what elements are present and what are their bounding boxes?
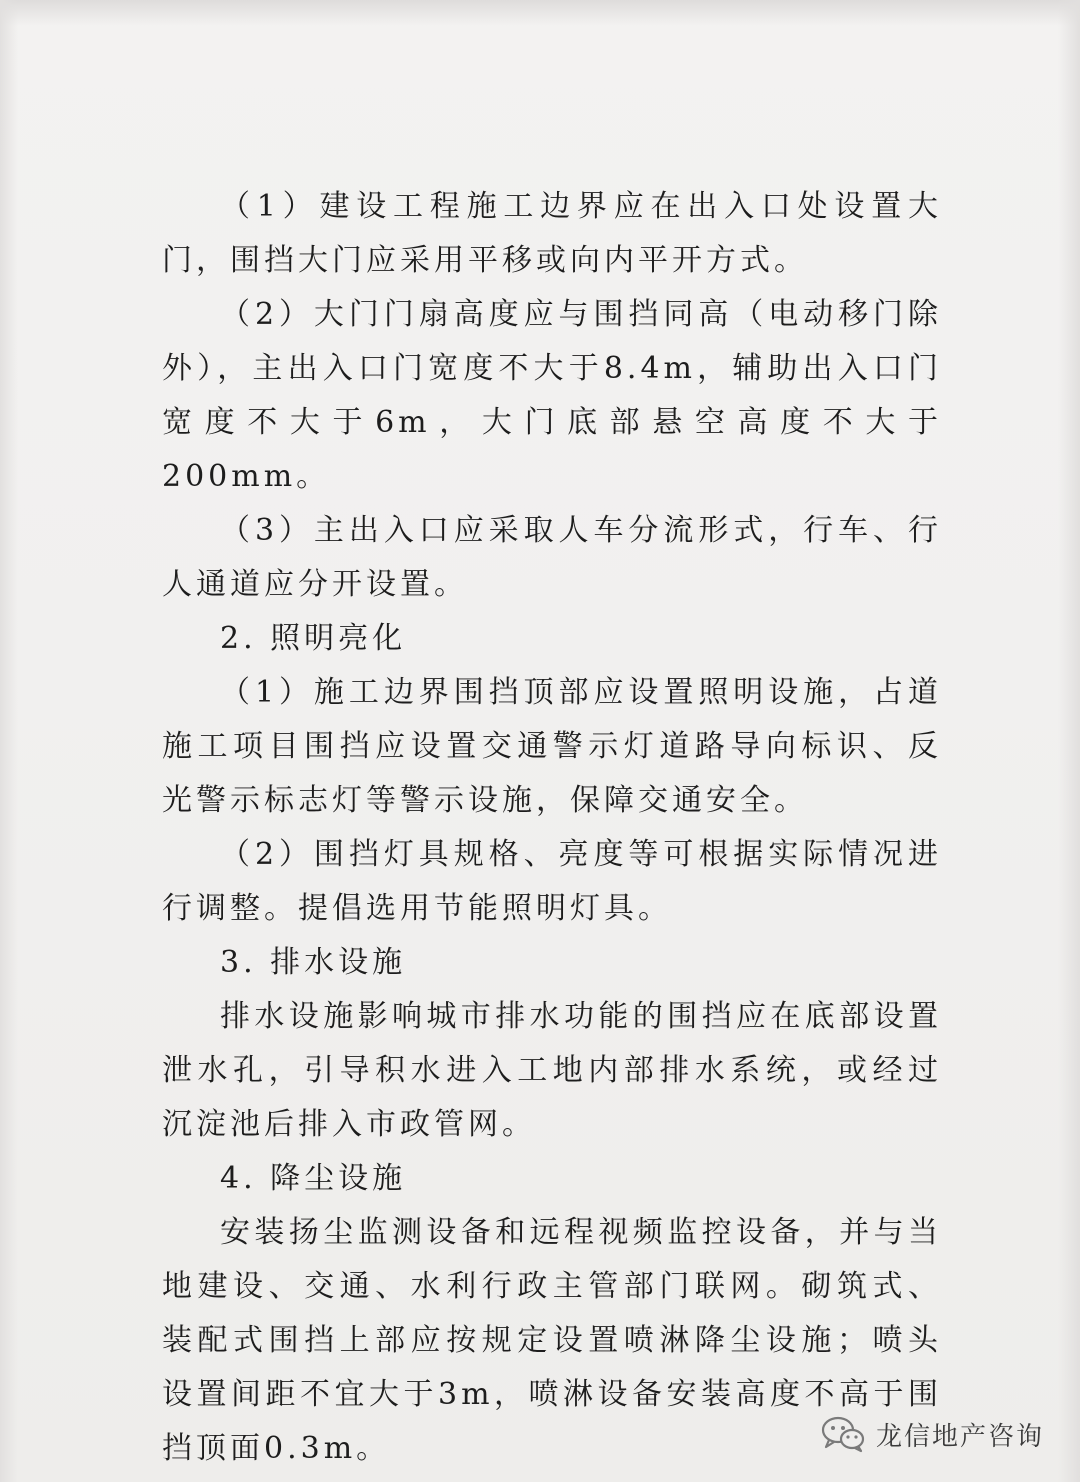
paragraph-drainage: 排水设施影响城市排水功能的围挡应在底部设置泄水孔，引导积水进入工地内部排水系统，或经过沉淀池后排入市政管网。 [162,999,942,1142]
page-edge-shadow [0,0,18,1482]
paragraph-lighting-facilities: （1）施工边界围挡顶部应设置照明设施，占道施工项目围挡应设置交通警示灯道路导向标识、反光警示标志灯等警示设施，保障交通安全。 [162,675,942,818]
watermark-text: 龙信地产咨询 [875,1421,1044,1452]
page-edge-shadow [0,0,1080,26]
section-heading-lighting: 2. 照明亮化 [220,621,407,656]
wechat-icon [820,1414,866,1454]
page-edge-shadow [1058,0,1080,1482]
watermark [820,1410,1044,1458]
section-heading-drainage: 3. 排水设施 [220,945,407,980]
paragraph-traffic-separation: （3）主出入口应采取人车分流形式，行车、行人通道应分开设置。 [162,513,942,602]
paragraph-lighting-fixtures: （2）围挡灯具规格、亮度等可根据实际情况进行调整。提倡选用节能照明灯具。 [162,837,942,926]
document-body [162,180,942,1476]
section-heading-dust-control: 4. 降尘设施 [220,1161,407,1196]
paragraph-gate-setup: （1）建设工程施工边界应在出入口处设置大门，围挡大门应采用平移或向内平开方式。 [162,189,942,278]
paragraph-dust-control: 安装扬尘监测设备和远程视频监控设备，并与当地建设、交通、水利行政主管部门联网。砌筑式、装配式围挡上部应按规定设置喷淋降尘设施；喷头设置间距不宜大于3m，喷淋设备安装高度不高于围挡顶面0.3m。 [162,1215,942,1466]
paragraph-gate-dimensions: （2）大门门扇高度应与围挡同高（电动移门除外），主出入口门宽度不大于8.4m，辅助出入口门宽度不大于6m，大门底部悬空高度不大于200mm。 [162,297,942,494]
